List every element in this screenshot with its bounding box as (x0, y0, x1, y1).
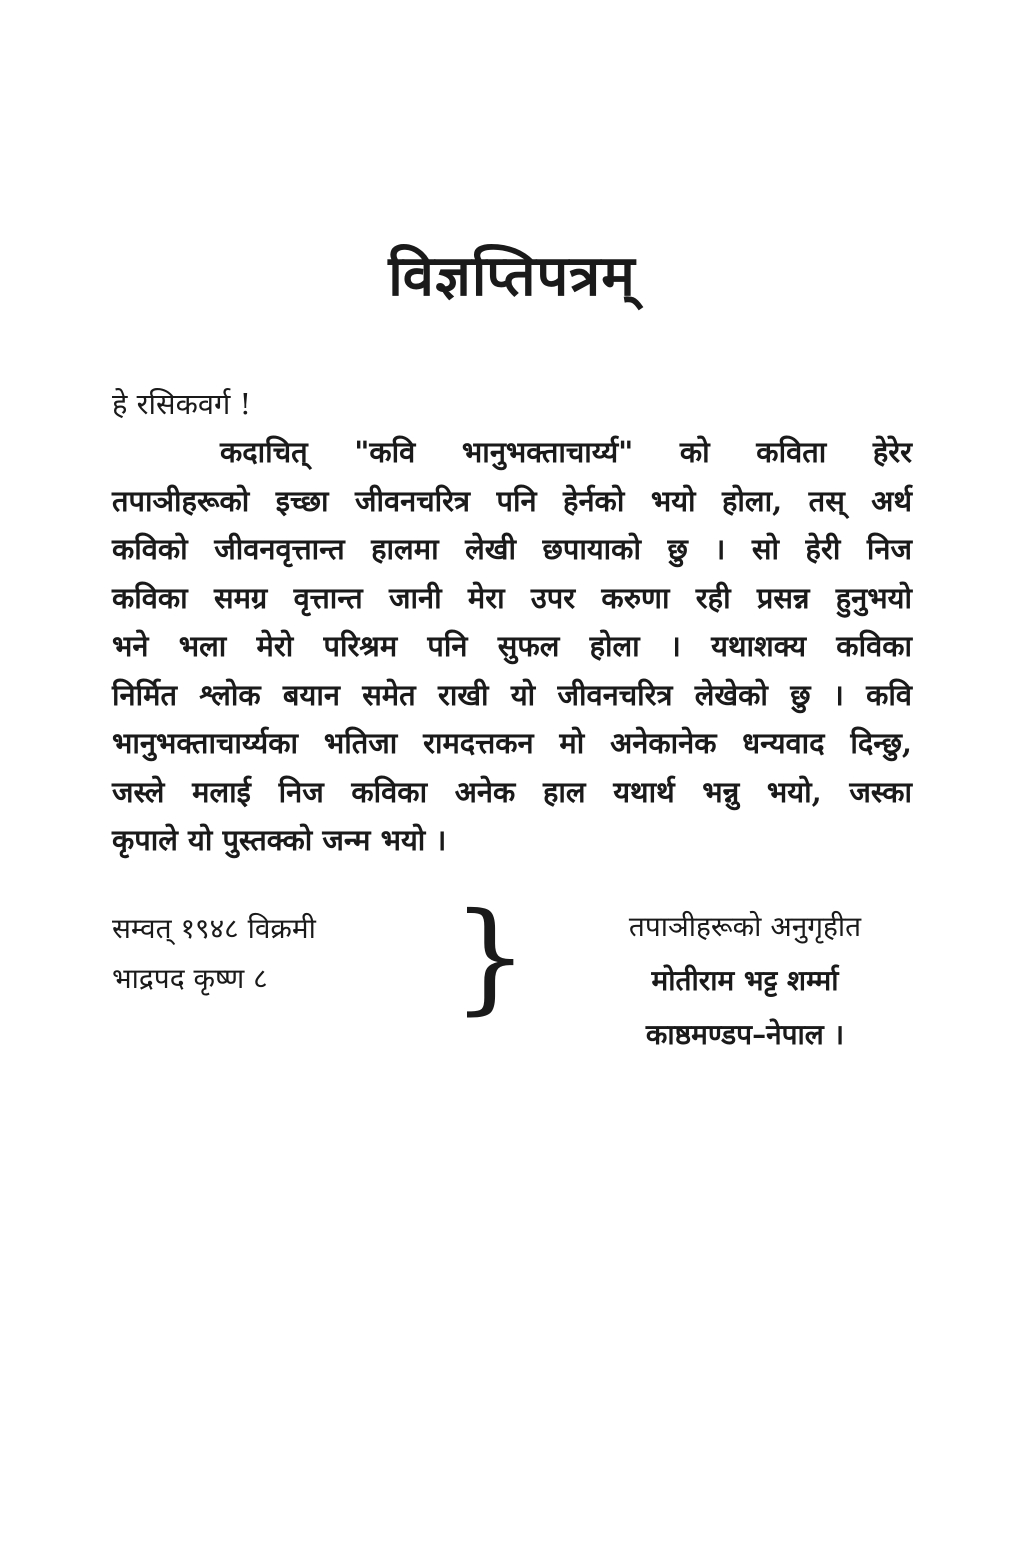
signature-line-greeting: तपाञीहरूको अनुगृहीत (628, 910, 862, 943)
body-line: कदाचित् "कवि भानुभक्ताचार्य्य" को कविता हेरेर (220, 435, 912, 469)
date-block (112, 904, 316, 1004)
body-line: तपाञीहरूको इच्छा जीवनचरित्र पनि हेर्नको भयो होला, तस् अर्थ (112, 483, 912, 518)
date-line-year: सम्वत् १९४८ विक्रमी (112, 912, 316, 945)
salutation: हे रसिकवर्ग ! (112, 387, 252, 421)
page-title: विज्ञप्तिपत्रम् (388, 243, 636, 309)
body-line: कृपाले यो पुस्तक्को जन्म भयो । (112, 823, 447, 857)
signature-line-place: काष्ठमण्डप–नेपाल । (645, 1018, 845, 1051)
curly-brace: } (452, 888, 529, 1027)
body-paragraph (112, 428, 912, 865)
body-line: कविको जीवनवृत्तान्त हालमा लेखी छपायाको छु । सो हेरी निज (112, 532, 912, 566)
body-line: भने भला मेरो परिश्रम पनि सुफल होला । यथाशक्य कविका (112, 629, 912, 663)
body-line: निर्मित श्लोक बयान समेत राखी यो जीवनचरित्र लेखेको छु । कवि (112, 677, 912, 712)
signature-line-name: मोतीराम भट्ट शर्म्मा (651, 964, 839, 997)
body-line: भानुभक्ताचार्य्यका भतिजा रामदत्तकन मो अनेकानेक धन्यवाद दिन्छु, (112, 726, 912, 760)
date-line-month: भाद्रपद कृष्ण ८ (112, 962, 268, 995)
body-line: कविका समग्र वृत्तान्त जानी मेरा उपर करुणा रही प्रसन्न हुनुभयो (112, 580, 912, 615)
signature-block (590, 900, 900, 1062)
body-line: जस्ले मलाई निज कविका अनेक हाल यथार्थ भन्नु भयो, जस्का (112, 774, 912, 809)
